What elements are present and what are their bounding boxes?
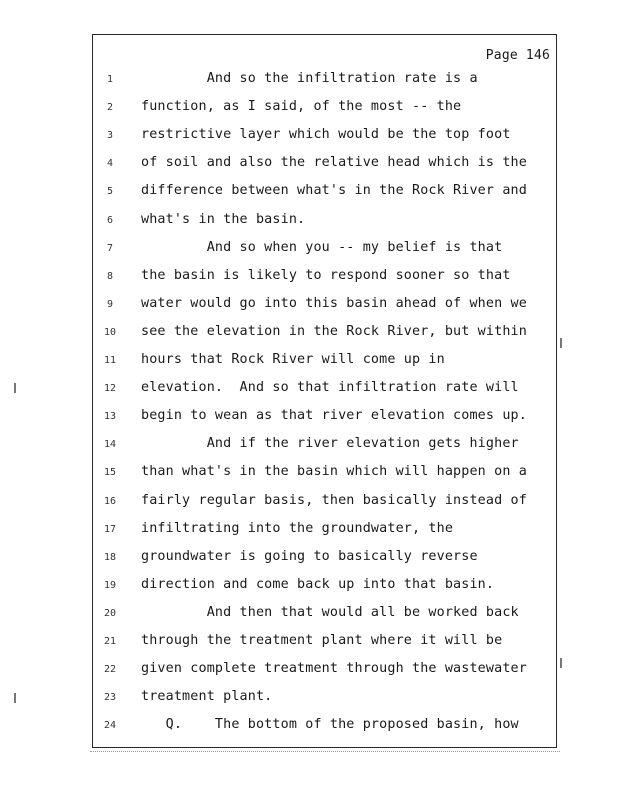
transcript-line: infiltrating into the groundwater, the (141, 520, 454, 536)
transcript-line: given complete treatment through the wastewater (141, 661, 527, 677)
transcript-line: function, as I said, of the most -- the (141, 99, 462, 115)
scan-edge (90, 751, 560, 753)
transcript-line: begin to wean as that river elevation comes up. (141, 408, 527, 424)
margin-mark (560, 658, 562, 668)
transcript-line: And so the infiltration rate is a (141, 71, 478, 86)
transcript-line: hours that Rock River will come up in (141, 352, 445, 367)
transcript-line: of soil and also the relative head which is the (141, 155, 527, 171)
line-number: 3 (106, 130, 114, 142)
transcript-line: And then that would all be worked back (141, 604, 519, 620)
transcript-line: And so when you -- my belief is that (141, 239, 503, 255)
transcript-line: through the treatment plant where it will be (141, 633, 503, 648)
line-number: 1 (106, 74, 114, 85)
line-number: 17 (103, 523, 117, 535)
transcript-line: fairly regular basis, then basically instead of (141, 492, 527, 508)
transcript-line: And if the river elevation gets higher (141, 436, 519, 452)
line-number: 24 (103, 720, 117, 732)
line-number: 15 (103, 467, 117, 479)
transcript-line: difference between what's in the Rock River and (141, 183, 527, 199)
line-number: 18 (103, 551, 117, 563)
transcript-line: Q. The bottom of the proposed basin, how (141, 717, 519, 733)
line-number: 6 (106, 214, 114, 226)
transcript-line: what's in the basin. (141, 211, 306, 227)
margin-mark (560, 338, 562, 348)
line-number: 4 (106, 158, 114, 170)
line-number: 13 (103, 411, 117, 423)
line-number: 7 (106, 242, 114, 254)
transcript-page (92, 34, 557, 748)
page-number: Page 146 (485, 48, 550, 63)
line-number: 11 (103, 355, 117, 366)
line-number: 8 (106, 270, 114, 282)
line-number: 21 (103, 636, 117, 647)
line-number: 9 (106, 298, 114, 310)
line-number: 12 (103, 383, 117, 395)
transcript-line: treatment plant. (141, 689, 273, 705)
line-number: 23 (103, 692, 117, 704)
transcript-line: than what's in the basin which will happen on a (141, 464, 527, 480)
transcript-line: see the elevation in the Rock River, but within (141, 323, 527, 339)
line-number: 16 (103, 495, 117, 507)
transcript-line: the basin is likely to respond sooner so that (141, 267, 511, 283)
transcript-line: restrictive layer which would be the top foot (141, 127, 511, 143)
line-number: 10 (103, 326, 117, 338)
transcript-line: direction and come back up into that basin. (141, 576, 495, 592)
line-number: 20 (103, 607, 117, 619)
line-number: 5 (106, 186, 114, 198)
line-number: 2 (106, 102, 114, 114)
transcript-line: water would go into this basin ahead of when we (141, 295, 527, 311)
margin-mark (14, 693, 16, 703)
line-number: 14 (103, 439, 117, 451)
transcript-line: elevation. And so that infiltration rate will (141, 380, 519, 396)
line-number: 19 (103, 579, 117, 591)
line-number: 22 (103, 664, 117, 676)
transcript-line: groundwater is going to basically reverse (141, 548, 478, 564)
margin-mark (14, 383, 16, 393)
